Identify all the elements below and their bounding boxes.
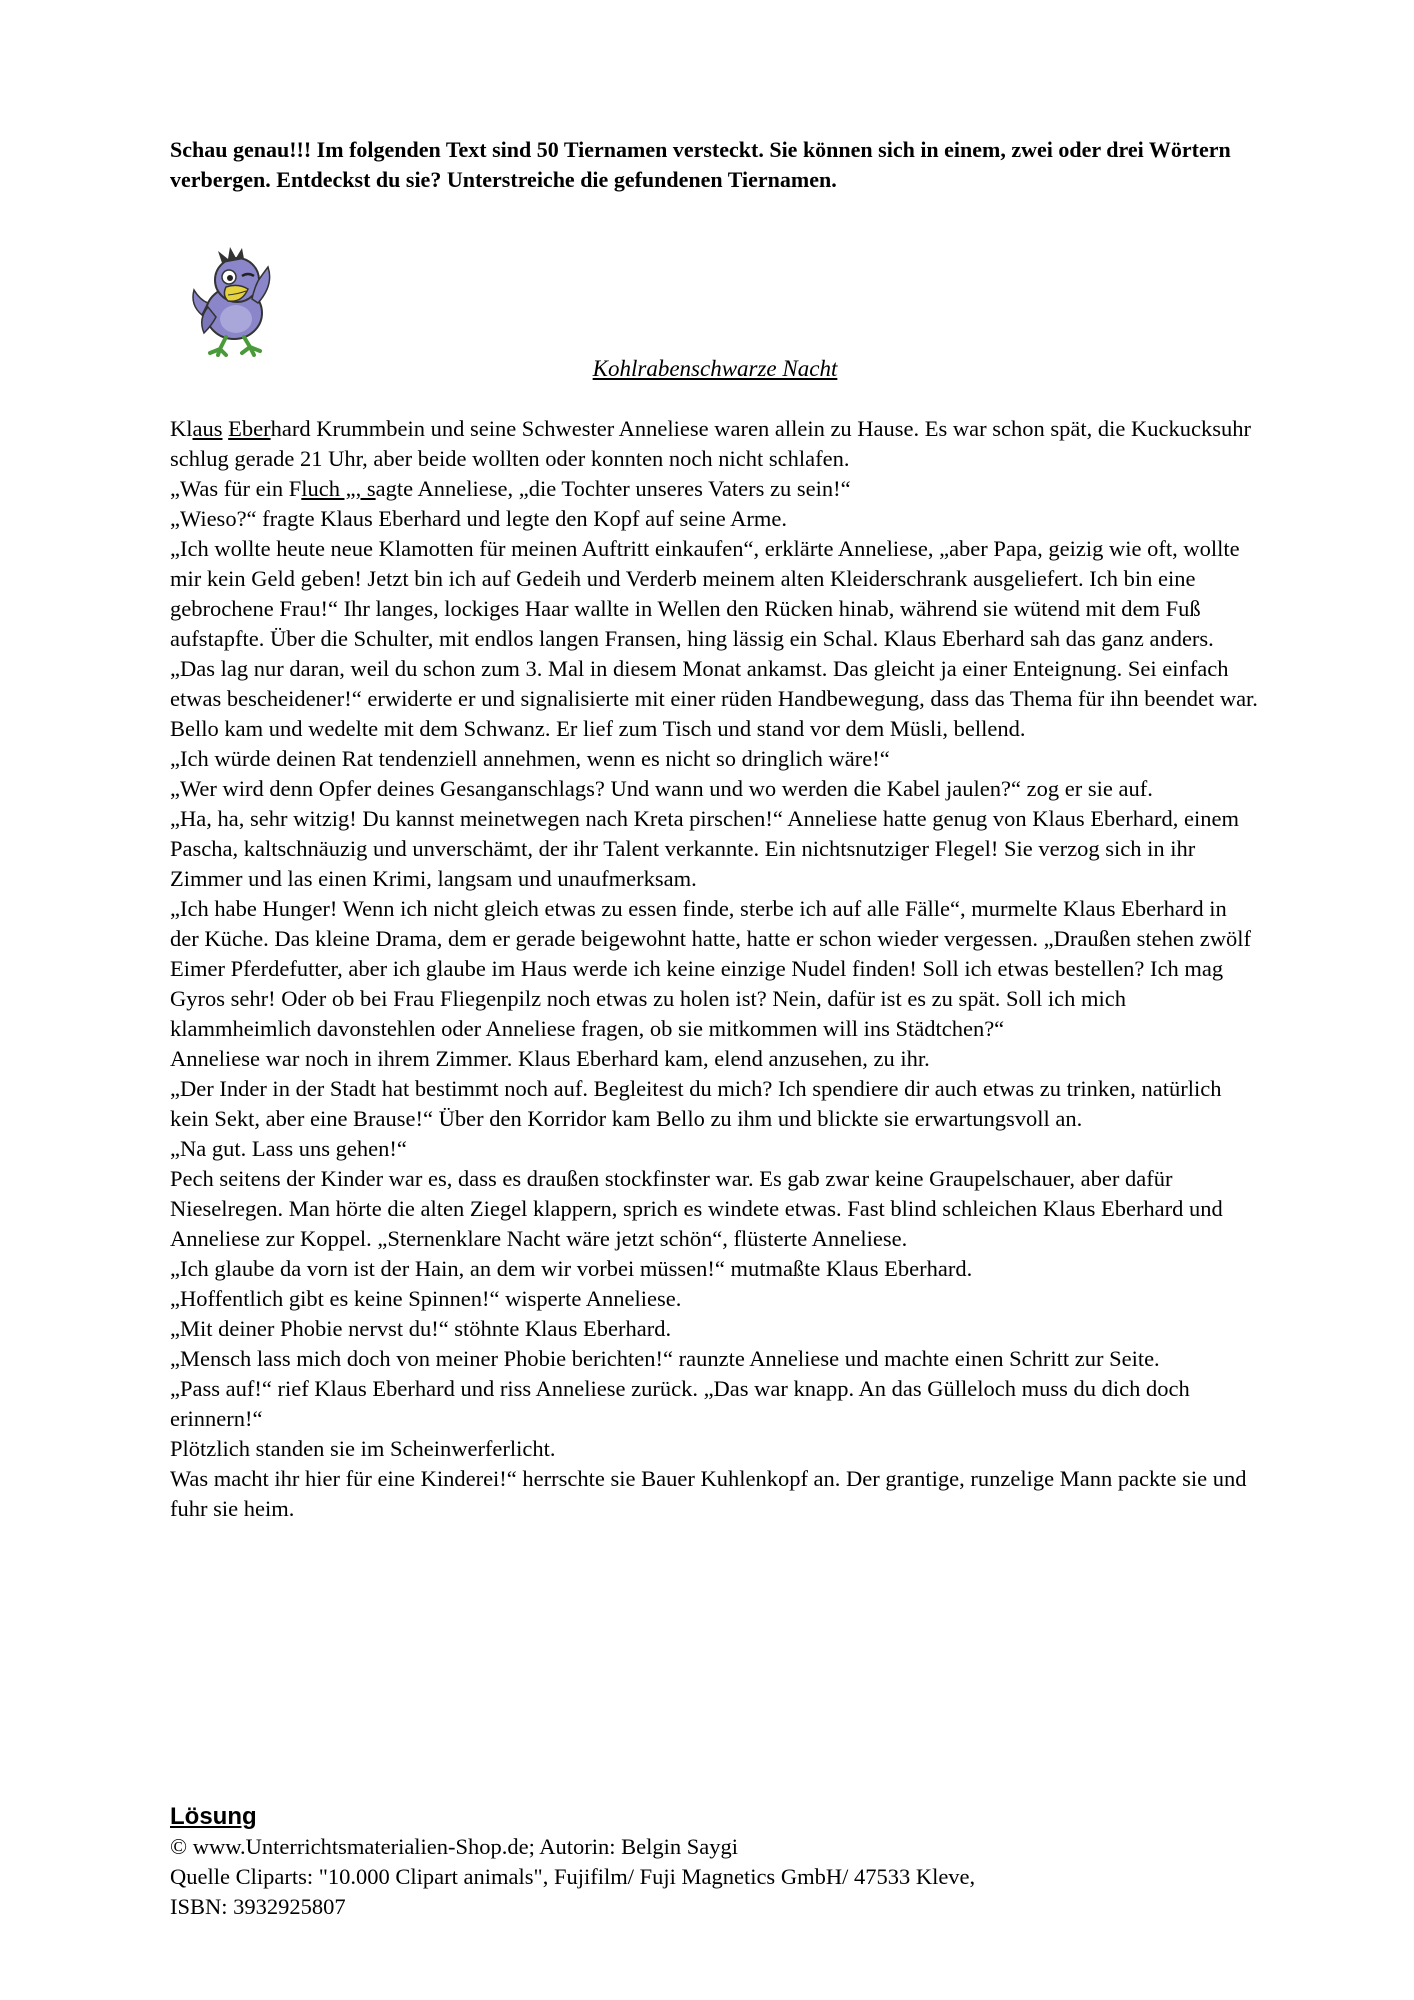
underlined-word: luch „, s <box>301 476 376 501</box>
story-paragraph: „Ich glaube da vorn ist der Hain, an dem wir vorbei müssen!“ mutmaßte Klaus Eberhard. <box>170 1256 973 1281</box>
story-paragraph: „Mensch lass mich doch von meiner Phobie berichten!“ raunzte Anneliese und machte einen Schritt zur Seite. <box>170 1346 1160 1371</box>
text-span: hard Krummbein und seine Schwester Anneliese waren allein zu Hause. Es war schon spät, die Kuckucksuhr schlug gerade 21 Uhr, aber beide wollten oder konnten noch nicht schlafen. <box>170 416 1251 471</box>
story-paragraph: „Hoffentlich gibt es keine Spinnen!“ wisperte Anneliese. <box>170 1286 682 1311</box>
solution-heading: Lösung <box>170 1803 257 1830</box>
source-line: Quelle Cliparts: "10.000 Clipart animals", Fujifilm/ Fuji Magnetics GmbH/ 47533 Kleve, <box>170 1864 976 1889</box>
story-paragraph: Anneliese war noch in ihrem Zimmer. Klaus Eberhard kam, elend anzusehen, zu ihr. <box>170 1046 930 1071</box>
story-paragraph: „Na gut. Lass uns gehen!“ <box>170 1136 407 1161</box>
text-span: agte Anneliese, „die Tochter unseres Vaters zu sein!“ <box>375 476 851 501</box>
story-paragraph: „Ich habe Hunger! Wenn ich nicht gleich etwas zu essen finde, sterbe ich auf alle Fälle“, murmelte Klaus Eberhard in der Küche. Das kleine Drama, dem er gerade beigewohnt hatte, hatte er schon wieder vergessen. „Draußen stehen zwölf Eimer Pferdefutter, aber ich glaube im Haus werde ich keine einzige Nudel finden! Soll ich etwas bestellen? Ich mag Gyros sehr! Oder ob bei Frau Fliegenpilz noch etwas zu holen ist? Nein, dafür ist es zu spät. Soll ich mich klammheimlich davonstehlen oder Anneliese fragen, ob sie mitkommen will ins Städtchen?“ <box>170 896 1252 1041</box>
story-paragraph: „Wer wird denn Opfer deines Gesanganschlags? Und wann und wo werden die Kabel jaulen?“ zog er sie auf. <box>170 776 1153 801</box>
footer <box>170 1802 1260 1922</box>
story-paragraph: „Wieso?“ fragte Klaus Eberhard und legte den Kopf auf seine Arme. <box>170 506 787 531</box>
instructions-text: Schau genau!!! Im folgenden Text sind 50 Tiernamen versteckt. Sie können sich in einem, zwei oder drei Wörtern verbergen. Entdeckst du sie? Unterstreiche die gefundenen Tiernamen. <box>170 137 1231 192</box>
story-paragraph: „Mit deiner Phobie nervst du!“ stöhnte Klaus Eberhard. <box>170 1316 672 1341</box>
story-paragraph: „Der Inder in der Stadt hat bestimmt noch auf. Begleitest du mich? Ich spendiere dir auch etwas zu trinken, natürlich kein Sekt, aber eine Brause!“ Über den Korridor kam Bello zu ihm und blickte sie erwartungsvoll an. <box>170 1076 1222 1131</box>
story-text <box>170 414 1260 1524</box>
text-span: „Was für ein F <box>170 476 302 501</box>
story-paragraph <box>170 414 1260 474</box>
story-paragraph: Pech seitens der Kinder war es, dass es draußen stockfinster war. Es gab zwar keine Graupelschauer, aber dafür Nieselregen. Man hörte die alten Ziegel klappern, sprich es windete etwas. Fast blind schleichen Klaus Eberhard und Anneliese zur Koppel. „Sternenklare Nacht wäre jetzt schön“, flüsterte Anneliese. <box>170 1166 1223 1251</box>
story-paragraph: „Ha, ha, sehr witzig! Du kannst meinetwegen nach Kreta pirschen!“ Anneliese hatte genug von Klaus Eberhard, einem Pascha, kaltschnäuzig und unverschämt, der ihr Talent verkannte. Ein nichtsnutziger Flegel! Sie verzog sich in ihr Zimmer und las einen Krimi, langsam und unaufmerksam. <box>170 806 1239 891</box>
underlined-word: aus <box>192 416 223 441</box>
story-paragraph: „Pass auf!“ rief Klaus Eberhard und riss Anneliese zurück. „Das war knapp. An das Gülleloch muss du dich doch erinnern!“ <box>170 1376 1190 1431</box>
raven-icon <box>182 245 288 357</box>
story-paragraph: „Das lag nur daran, weil du schon zum 3. Mal in diesem Monat ankamst. Das gleicht ja einer Enteignung. Sei einfach etwas bescheidener!“ erwiderte er und signalisierte mit einer rüden Handbewegung, dass das Thema für ihn beendet war. Bello kam und wedelte mit dem Schwanz. Er lief zum Tisch und stand vor dem Müsli, bellend. <box>170 656 1258 741</box>
story-paragraph: „Ich wollte heute neue Klamotten für meinen Auftritt einkaufen“, erklärte Anneliese, „aber Papa, geizig wie oft, wollte mir kein Geld geben! Jetzt bin ich auf Gedeih und Verderb meinem alten Kleiderschrank ausgeliefert. Ich bin eine gebrochene Frau!“ Ihr langes, lockiges Haar wallte in Wellen den Rücken hinab, während sie wütend mit dem Fuß aufstapfte. Über die Schulter, mit endlos langen Fransen, hing lässig ein Schal. Klaus Eberhard sah das ganz anders. <box>170 536 1240 651</box>
underlined-word: Eber <box>228 416 271 441</box>
instructions-block <box>170 135 1260 195</box>
story-paragraph <box>170 474 1260 504</box>
story-paragraph: Plötzlich standen sie im Scheinwerferlicht. <box>170 1436 556 1461</box>
story-paragraph: „Ich würde deinen Rat tendenziell annehmen, wenn es nicht so dringlich wäre!“ <box>170 746 890 771</box>
text-span: Kl <box>170 416 193 441</box>
isbn-line: ISBN: 3932925807 <box>170 1894 346 1919</box>
story-paragraph: Was macht ihr hier für eine Kinderei!“ herrschte sie Bauer Kuhlenkopf an. Der grantige, runzelige Mann packte sie und fuhr sie heim. <box>170 1466 1247 1521</box>
copyright-line: © www.Unterrichtsmaterialien-Shop.de; Autorin: Belgin Saygi <box>170 1834 739 1859</box>
story-title: Kohlrabenschwarze Nacht <box>592 356 838 381</box>
